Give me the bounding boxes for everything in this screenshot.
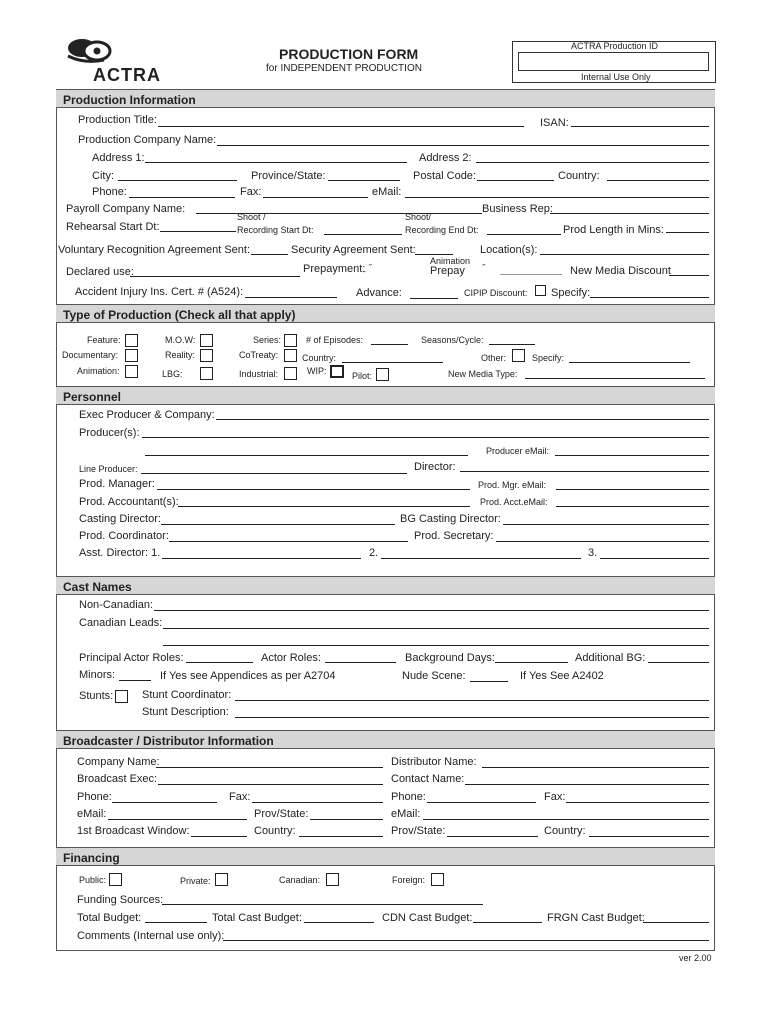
producer-email-field[interactable] <box>555 455 709 456</box>
cdn-cast-budget-label: CDN Cast Budget: <box>382 912 473 924</box>
canadian-leads-label: Canadian Leads: <box>79 617 163 629</box>
wip-checkbox[interactable] <box>330 365 344 378</box>
recording-end-label: Recording End Dt: <box>405 225 479 235</box>
postal-code-label: Postal Code: <box>413 170 476 182</box>
frgn-cast-budget-field[interactable] <box>643 922 709 923</box>
new-media-discount-label: New Media Discount <box>570 265 671 277</box>
bd-fax-field[interactable] <box>252 802 383 803</box>
prod-accountant-label: Prod. Accountant(s): <box>79 496 179 508</box>
declared-use-field[interactable] <box>130 276 300 277</box>
prod-length-field[interactable] <box>666 232 709 233</box>
bg-casting-field[interactable] <box>503 524 709 525</box>
bd-email-field[interactable] <box>108 819 247 820</box>
bd-prov2-label: Prov/State: <box>391 825 446 837</box>
isan-label: ISAN: <box>540 117 569 129</box>
bd-fax-label: Fax: <box>229 791 251 803</box>
fax-field[interactable] <box>263 197 368 198</box>
address2-label: Address 2: <box>419 152 472 164</box>
canadian-leads-field[interactable] <box>163 628 709 629</box>
casting-director-field[interactable] <box>161 524 395 525</box>
reality-checkbox[interactable] <box>200 349 213 362</box>
section-title: Financing <box>63 851 120 865</box>
prepayment-label: Prepayment: <box>303 263 366 275</box>
episodes-field[interactable] <box>371 344 408 345</box>
ad3-label: 3. <box>588 547 598 559</box>
documentary-label: Documentary: <box>62 350 119 360</box>
new-media-type-field[interactable] <box>525 378 705 379</box>
actor-roles-label: Actor Roles: <box>261 652 321 664</box>
animation-type-label: Animation: <box>77 366 120 376</box>
public-label: Public: <box>79 875 107 885</box>
new-media-type-label: New Media Type: <box>448 369 518 379</box>
country-field[interactable] <box>607 180 709 181</box>
lbg-label: LBG: <box>162 369 183 379</box>
bd-email2-label: eMail: <box>391 808 421 820</box>
recording-start-field[interactable] <box>324 234 402 235</box>
cdn-cast-budget-field[interactable] <box>473 922 542 923</box>
bd-email-label: eMail: <box>77 808 107 820</box>
production-id-box <box>512 41 716 83</box>
business-rep-label: Business Rep: <box>482 203 553 215</box>
director-label: Director: <box>414 461 456 473</box>
contact-name-label: Contact Name: <box>391 773 465 785</box>
episodes-label: # of Episodes: <box>306 335 364 345</box>
cipip-label: CIPIP Discount: <box>464 288 528 298</box>
director-field[interactable] <box>460 471 709 472</box>
prepayment-marks: ˍ ˝ <box>363 263 372 273</box>
version-label: ver 2.00 <box>679 953 712 963</box>
city-field[interactable] <box>118 180 237 181</box>
distributor-field[interactable] <box>482 767 709 768</box>
foreign-label: Foreign: <box>392 875 426 885</box>
prod-mgr-email-field[interactable] <box>556 489 709 490</box>
additional-bg-field[interactable] <box>648 662 709 663</box>
form-title: PRODUCTION FORM <box>279 46 419 62</box>
reality-label: Reality: <box>165 350 196 360</box>
email-label: eMail: <box>372 186 402 198</box>
feature-checkbox[interactable] <box>125 334 138 347</box>
broadcast-exec-label: Broadcast Exec: <box>77 773 158 785</box>
prod-acct-email-label: Prod. Acct.eMail: <box>480 497 548 507</box>
other-label: Other: <box>481 353 507 363</box>
producer-email-label: Producer eMail: <box>486 446 550 456</box>
section-title: Cast Names <box>63 580 132 594</box>
stunt-description-label: Stunt Description: <box>142 706 229 718</box>
specify-field[interactable] <box>590 297 709 298</box>
section-type-of-production <box>56 304 715 323</box>
stunt-coordinator-label: Stunt Coordinator: <box>142 689 232 701</box>
recording-end-field[interactable] <box>487 234 561 235</box>
bd-phone2-field[interactable] <box>427 802 536 803</box>
distributor-label: Distributor Name: <box>391 756 477 768</box>
province-field[interactable] <box>328 180 400 181</box>
producers-label: Producer(s): <box>79 427 140 439</box>
production-title-field[interactable] <box>158 126 524 127</box>
nude-scene-field[interactable] <box>470 681 508 682</box>
non-canadian-label: Non-Canadian: <box>79 599 153 611</box>
principal-roles-field[interactable] <box>186 662 253 663</box>
prod-manager-label: Prod. Manager: <box>79 478 155 490</box>
bd-prov-field[interactable] <box>310 819 383 820</box>
production-title-label: Production Title: <box>78 114 157 126</box>
production-id-label: ACTRA Production ID <box>571 41 659 51</box>
bd-company-label: Company Name: <box>77 756 160 768</box>
fax-label: Fax: <box>240 186 262 198</box>
line-producer-label: Line Producer: <box>79 464 138 474</box>
type-specify-label: Specify: <box>532 353 565 363</box>
bd-phone2-label: Phone: <box>391 791 426 803</box>
type-specify-field[interactable] <box>569 362 690 363</box>
company-name-label: Production Company Name: <box>78 134 217 146</box>
advance-field[interactable] <box>410 298 458 299</box>
email-field[interactable] <box>405 197 709 198</box>
cipip-checkbox[interactable] <box>535 285 546 296</box>
stunt-description-field[interactable] <box>235 717 709 718</box>
rehearsal-start-field[interactable] <box>160 231 236 232</box>
mow-checkbox[interactable] <box>200 334 213 347</box>
phone-field[interactable] <box>129 197 235 198</box>
bd-email2-field[interactable] <box>423 819 709 820</box>
canadian-label: Canadian: <box>279 875 321 885</box>
asst-director-1-field[interactable] <box>162 558 361 559</box>
specify-label: Specify: <box>551 287 591 299</box>
seasons-label: Seasons/Cycle: <box>421 335 484 345</box>
new-media-discount-field[interactable] <box>669 275 709 276</box>
form-left-border <box>56 89 57 951</box>
production-id-field[interactable] <box>518 52 709 71</box>
wip-label: WIP: <box>307 366 327 376</box>
prod-mgr-email-label: Prod. Mgr. eMail: <box>478 480 547 490</box>
principal-roles-label: Principal Actor Roles: <box>79 652 184 664</box>
prepay-marks: ˝ <box>482 263 485 273</box>
bd-country-label: Country: <box>254 825 296 837</box>
city-label: City: <box>92 170 114 182</box>
bd-prov2-field[interactable] <box>447 836 538 837</box>
prepay-field[interactable] <box>500 274 562 275</box>
declared-use-label: Declared use: <box>66 266 134 278</box>
prepay-label: Prepay <box>430 265 465 277</box>
advance-label: Advance: <box>356 287 402 299</box>
bd-prov-label: Prov/State: <box>254 808 309 820</box>
rehearsal-start-label: Rehearsal Start Dt: <box>66 221 160 233</box>
foreign-checkbox[interactable] <box>431 873 444 886</box>
documentary-checkbox[interactable] <box>125 349 138 362</box>
bg-casting-label: BG Casting Director: <box>400 513 501 525</box>
frgn-cast-budget-label: FRGN Cast Budget: <box>547 912 645 924</box>
contact-name-field[interactable] <box>465 784 709 785</box>
non-canadian-field[interactable] <box>154 610 709 611</box>
broadcast-window-field[interactable] <box>191 836 247 837</box>
shoot-label-2: Shoot/ <box>405 212 432 222</box>
actra-logo <box>62 36 162 86</box>
isan-field[interactable] <box>571 126 709 127</box>
cotreaty-label: CoTreaty: <box>239 350 279 360</box>
a2402-note: If Yes See A2402 <box>520 670 604 682</box>
funding-sources-label: Funding Sources: <box>77 894 164 906</box>
prod-secretary-field[interactable] <box>496 541 709 542</box>
bd-country-field[interactable] <box>299 836 383 837</box>
asst-director-2-field[interactable] <box>381 558 581 559</box>
shoot-label-1: Shoot / <box>237 212 266 222</box>
stunts-label: Stunts: <box>79 690 114 702</box>
private-label: Private: <box>180 876 211 886</box>
accident-field[interactable] <box>245 297 337 298</box>
section-financing <box>56 847 715 866</box>
bd-country2-label: Country: <box>544 825 586 837</box>
series-label: Series: <box>253 335 282 345</box>
recording-start-label: Recording Start Dt: <box>237 225 314 235</box>
producers-field[interactable] <box>142 437 709 438</box>
stunts-checkbox[interactable] <box>115 690 128 703</box>
bd-country2-field[interactable] <box>589 836 709 837</box>
logo-text: ACTRA <box>93 65 161 85</box>
prod-acct-email-field[interactable] <box>556 506 709 507</box>
stunt-coordinator-field[interactable] <box>235 700 709 701</box>
actra-logo-icon <box>64 36 124 64</box>
address2-field[interactable] <box>476 162 709 163</box>
address1-label: Address 1: <box>92 152 145 164</box>
section-cast-names <box>56 576 715 595</box>
asst-director-3-field[interactable] <box>600 558 709 559</box>
bd-fax2-field[interactable] <box>566 802 709 803</box>
broadcast-window-label: 1st Broadcast Window: <box>77 825 190 837</box>
company-name-field[interactable] <box>217 145 709 146</box>
type-country-field[interactable] <box>342 362 443 363</box>
postal-code-field[interactable] <box>477 180 554 181</box>
prod-length-label: Prod Length in Mins: <box>563 224 664 236</box>
section-title: Broadcaster / Distributor Information <box>63 734 274 748</box>
security-label: Security Agreement Sent: <box>291 244 416 256</box>
funding-sources-field[interactable] <box>162 904 483 905</box>
appendices-note: If Yes see Appendices as per A2704 <box>160 670 336 682</box>
locations-label: Location(s): <box>480 244 538 256</box>
form-bottom-border <box>56 950 715 951</box>
feature-label: Feature: <box>87 335 121 345</box>
address1-field[interactable] <box>145 162 407 163</box>
comments-field[interactable] <box>223 940 709 941</box>
public-checkbox[interactable] <box>109 873 122 886</box>
lbg-checkbox[interactable] <box>200 367 213 380</box>
animation-label: Animation <box>430 256 471 266</box>
minors-label: Minors: <box>79 669 116 681</box>
country-label: Country: <box>558 170 600 182</box>
vra-label: Voluntary Recognition Agreement Sent: <box>58 244 251 256</box>
section-title: Production Information <box>63 93 196 107</box>
series-checkbox[interactable] <box>284 334 297 347</box>
background-days-field[interactable] <box>495 662 568 663</box>
security-field[interactable] <box>415 254 453 255</box>
total-cast-budget-field[interactable] <box>304 922 374 923</box>
prod-coordinator-label: Prod. Coordinator: <box>79 530 169 542</box>
section-title: Personnel <box>63 390 122 404</box>
prod-manager-field[interactable] <box>157 489 470 490</box>
canadian-leads-field-2[interactable] <box>163 645 709 646</box>
broadcast-exec-field[interactable] <box>158 784 383 785</box>
locations-field[interactable] <box>540 254 709 255</box>
mow-label: M.O.W: <box>165 335 196 345</box>
province-label: Province/State: <box>251 170 326 182</box>
exec-producer-field[interactable] <box>216 419 709 420</box>
bd-phone-label: Phone: <box>77 791 112 803</box>
type-country-label: Country: <box>302 353 337 363</box>
section-production-information <box>56 89 715 108</box>
prod-accountant-field[interactable] <box>178 506 470 507</box>
comments-label: Comments (Internal use only): <box>77 930 225 942</box>
total-budget-label: Total Budget: <box>77 912 142 924</box>
form-right-border <box>714 89 715 951</box>
nude-scene-label: Nude Scene: <box>402 670 466 682</box>
total-budget-field[interactable] <box>145 922 207 923</box>
additional-bg-label: Additional BG: <box>575 652 646 664</box>
cotreaty-checkbox[interactable] <box>284 349 297 362</box>
section-personnel <box>56 386 715 405</box>
asst-director-label: Asst. Director: 1. <box>79 547 161 559</box>
line-producer-field[interactable] <box>141 473 407 474</box>
internal-use-note: Internal Use Only <box>581 72 651 82</box>
vra-field[interactable] <box>251 254 288 255</box>
section-title: Type of Production (Check all that apply) <box>63 308 296 322</box>
phone-label: Phone: <box>92 186 127 198</box>
prod-secretary-label: Prod. Secretary: <box>414 530 494 542</box>
producers-field-2[interactable] <box>145 455 468 456</box>
pilot-checkbox[interactable] <box>376 368 389 381</box>
industrial-checkbox[interactable] <box>284 367 297 380</box>
business-rep-field[interactable] <box>550 213 709 214</box>
bd-fax2-label: Fax: <box>544 791 566 803</box>
canadian-checkbox[interactable] <box>326 873 339 886</box>
casting-director-label: Casting Director: <box>79 513 161 525</box>
form-subtitle: for INDEPENDENT PRODUCTION <box>266 63 422 74</box>
seasons-field[interactable] <box>489 344 535 345</box>
total-cast-budget-label: Total Cast Budget: <box>212 912 302 924</box>
exec-producer-label: Exec Producer & Company: <box>79 409 215 421</box>
bd-company-field[interactable] <box>156 767 383 768</box>
bd-phone-field[interactable] <box>112 802 217 803</box>
minors-field[interactable] <box>119 680 151 681</box>
private-checkbox[interactable] <box>215 873 228 886</box>
ad2-label: 2. <box>369 547 379 559</box>
animation-checkbox[interactable] <box>125 365 138 378</box>
accident-label: Accident Injury Ins. Cert. # (A524): <box>75 286 244 298</box>
prod-coordinator-field[interactable] <box>169 541 408 542</box>
industrial-label: Industrial: <box>239 369 279 379</box>
background-days-label: Background Days: <box>405 652 495 664</box>
section-broadcaster <box>56 730 715 749</box>
pilot-label: Pilot: <box>352 371 373 381</box>
actor-roles-field[interactable] <box>325 662 396 663</box>
other-checkbox[interactable] <box>512 349 525 362</box>
payroll-label: Payroll Company Name: <box>66 203 186 215</box>
